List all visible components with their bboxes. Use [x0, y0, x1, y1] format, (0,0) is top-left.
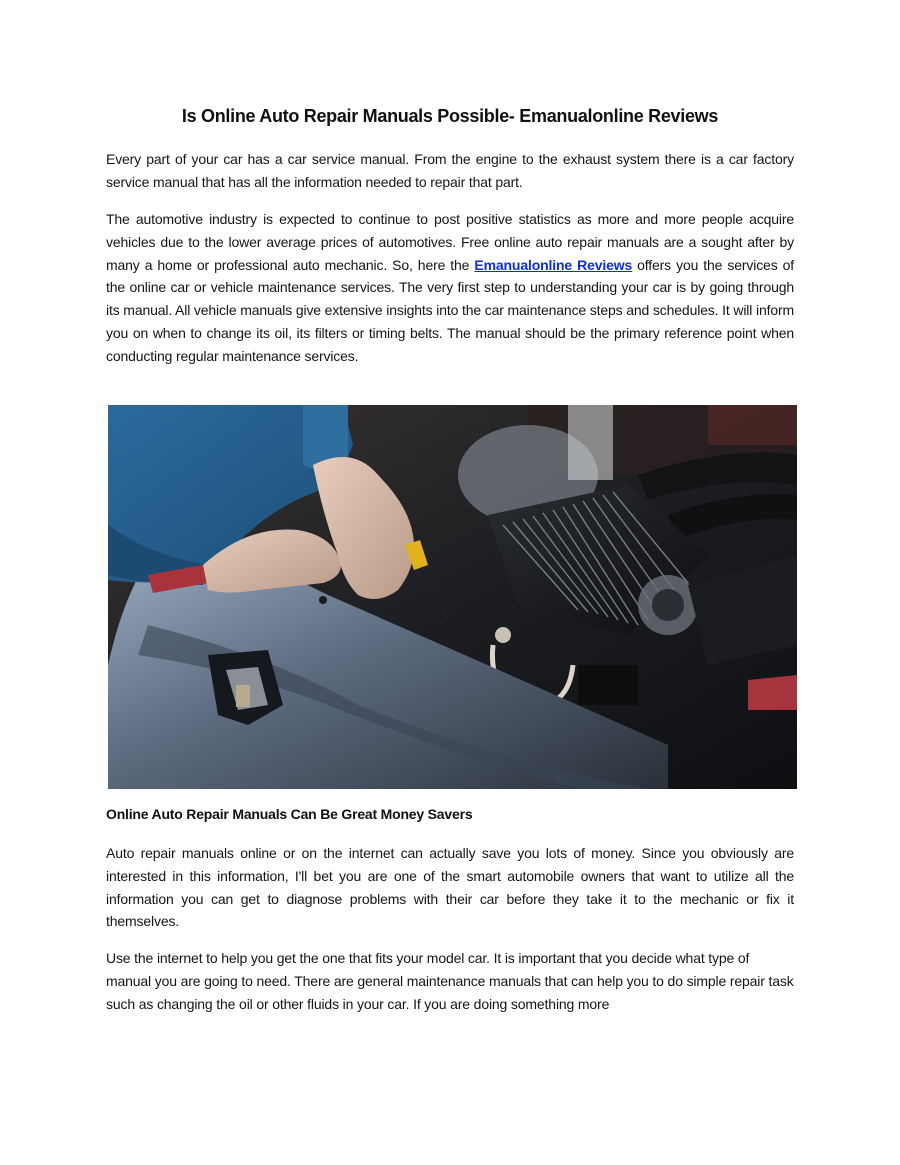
paragraph-industry-text-1: The automotive industry is expected to continue to post positive statistics as more and more people acquire vehicles due to the lower average prices of automotives. Free online auto repair manuals are a sought after by many a home or professional auto mechanic. So, here the — [106, 211, 794, 273]
section-heading-money-savers: Online Auto Repair Manuals Can Be Great Money Savers — [106, 806, 473, 822]
document-title: Is Online Auto Repair Manuals Possible- Emanualonline Reviews — [181, 106, 719, 126]
paragraph-internet: Use the internet to help you get the one that fits your model car. It is important that you decide what type of manual you are going to need. There are general maintenance manuals that can help you to do simple repair task such as changing the oil or other fluids in your car. If you are doing something more — [106, 950, 794, 1012]
paragraph-industry-text-2: offers you the services of the online car or vehicle maintenance services. The very first step to understanding your car is by going through its manual. All vehicle manuals give extensive insights into the car maintenance steps and schedules. It will inform you on when to change its oil, its filters or timing belts. The manual should be the primary reference point when conducting regular maintenance services. — [106, 256, 794, 364]
photo-illustration — [108, 405, 797, 789]
engine-repair-photo — [108, 405, 797, 789]
paragraph-savers: Auto repair manuals online or on the internet can actually save you lots of money. Since you obviously are interested in this information, I'll bet you are one of the smart automobile owners that want to utilize all the information you can get to diagnose problems with their car before they take it to the mechanic or fix it themselves. — [106, 845, 794, 930]
emanualonline-reviews-link[interactable]: Emanualonline Reviews — [474, 256, 633, 273]
paragraph-industry — [106, 208, 794, 368]
paragraph-intro: Every part of your car has a car service manual. From the engine to the exhaust system there is a car factory service manual that has all the information needed to repair that part. — [106, 151, 794, 190]
